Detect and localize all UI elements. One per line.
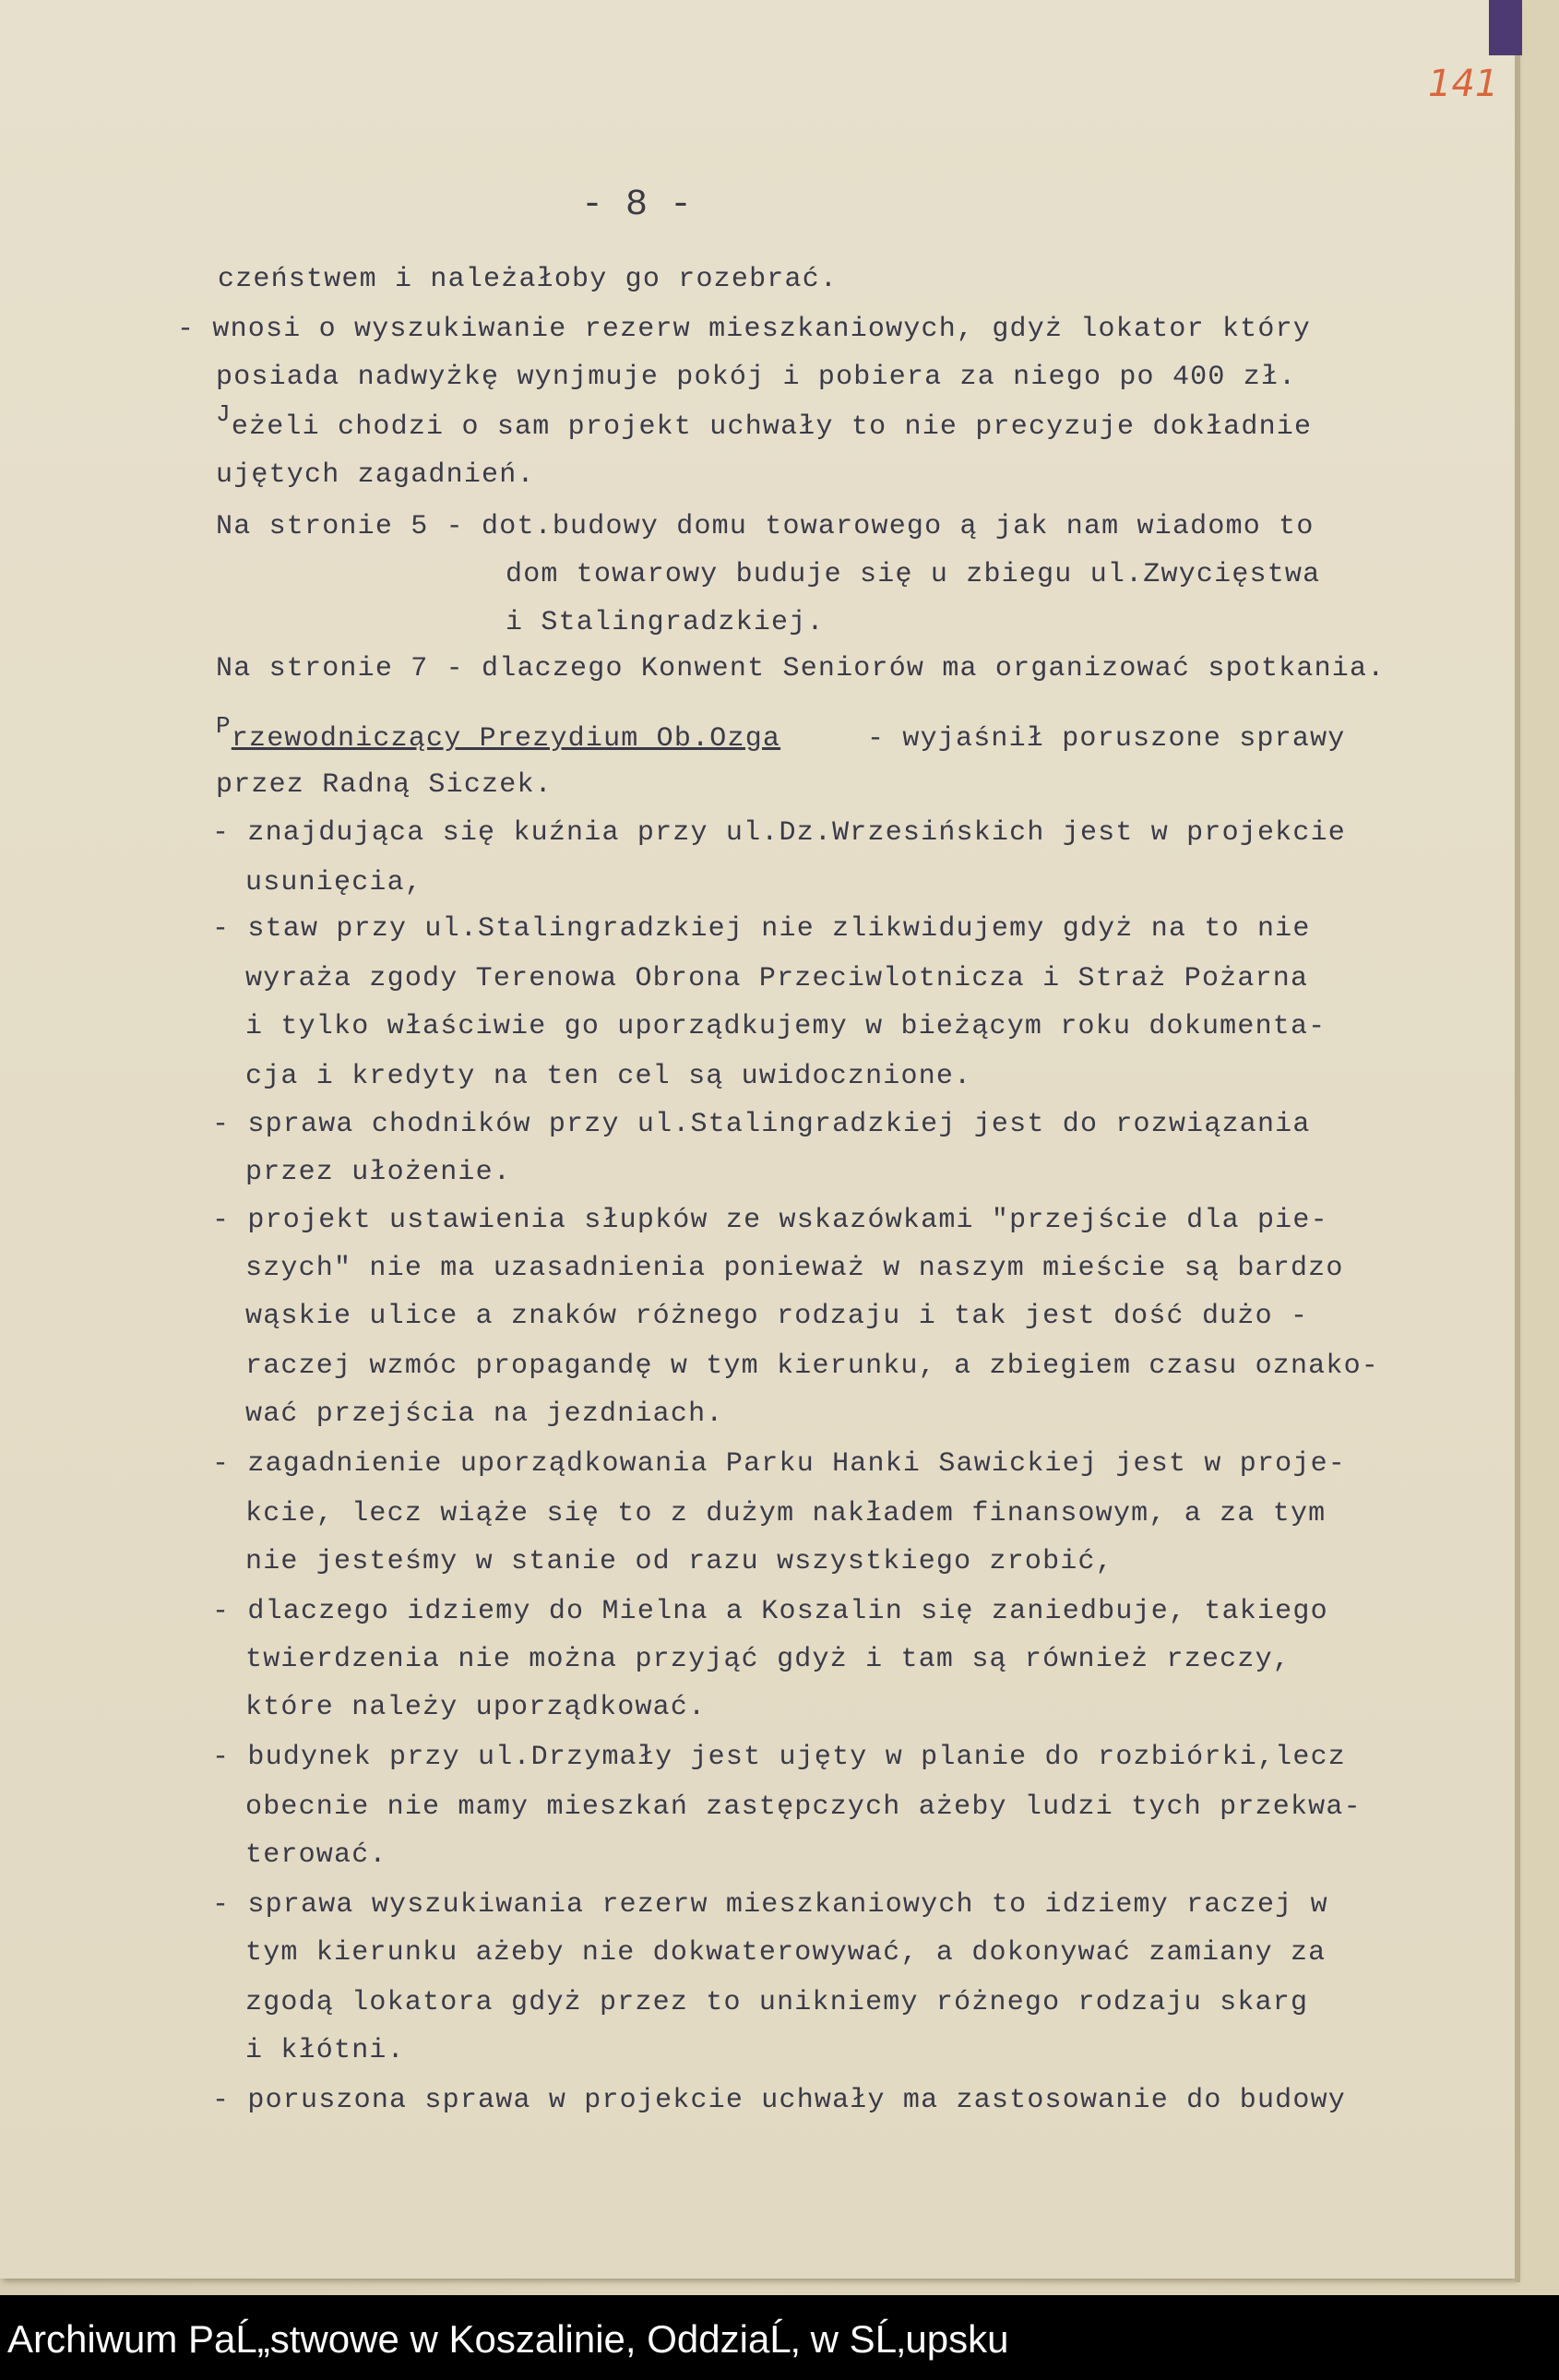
text-line: tym kierunku ażeby nie dokwaterowywać, a dokonywać zamiany za (245, 1937, 1327, 1969)
text-line (216, 400, 1313, 443)
text-line: - poruszona sprawa w projekcie uchwały ma zastosowanie do budowy (212, 2085, 1346, 2116)
text-line: - dlaczego idziemy do Mielna a Koszalin się zaniedbuje, takiego (212, 1596, 1328, 1627)
text-line: - projekt ustawienia słupków ze wskazówkami "przejście dla pie- (212, 1205, 1328, 1236)
margin-number: 141 (1428, 63, 1499, 105)
text-line: - staw przy ul.Stalingradzkiej nie zlikwidujemy gdyż na to nie (212, 913, 1311, 945)
footer-text: Archiwum PaĹ„stwowe w Koszalinie, OddziaĹ‚ w SĹ‚upsku (7, 2317, 1009, 2361)
text-line: - wyjaśnił poruszone sprawy (867, 723, 1346, 755)
text-line: nie jesteśmy w stanie od razu wszystkiego zrobić, (245, 1546, 1113, 1577)
text-line: posiada nadwyżkę wynjmuje pokój i pobiera za niego po 400 zł. (216, 362, 1297, 393)
text-line: dom towarowy buduje się u zbiegu ul.Zwycięstwa (506, 559, 1321, 590)
text-line: wyraża zgody Terenowa Obrona Przeciwlotnicza i Straż Pożarna (245, 963, 1309, 994)
handwritten-mark: P (216, 712, 232, 740)
text-line: cja i kredyty na ten cel są uwidocznione. (245, 1061, 972, 1092)
text-line: zgodą lokatora gdyż przez to unikniemy różnego rodzaju skarg (245, 1987, 1309, 2018)
archive-tab (1489, 0, 1522, 55)
speaker-name: rzewodniczący Prezydium Ob.Ozga (231, 723, 781, 755)
text-line: - budynek przy ul.Drzymały jest ujęty w planie do rozbiórki,lecz (212, 1742, 1346, 1773)
text-line: obecnie nie mamy mieszkań zastępczych ażeby ludzi tych przekwa- (245, 1791, 1362, 1823)
text-line: które należy uporządkować. (245, 1692, 707, 1723)
text-line-content: eżeli chodzi o sam projekt uchwały to nie precyzuje dokładnie (231, 411, 1313, 443)
text-line: ujętych zagadnień. (216, 459, 535, 491)
text-line: i tylko właściwie go uporządkujemy w bieżącym roku dokumenta- (245, 1011, 1327, 1042)
archive-footer (0, 2295, 1559, 2380)
text-line: przez ułożenie. (245, 1157, 512, 1188)
text-line: usunięcia, (245, 867, 423, 898)
text-line: czeństwem i należałoby go rozebrać. (218, 264, 839, 295)
handwritten-mark: J (216, 400, 232, 428)
text-line: raczej wzmóc propagandę w tym kierunku, a zbiegiem czasu oznako- (245, 1351, 1379, 1382)
text-line: Na stronie 5 - dot.budowy domu towarowego ą jak nam wiadomo to (216, 511, 1315, 542)
text-line: przez Radną Siczek. (216, 769, 553, 801)
text-line: - sprawa chodników przy ul.Stalingradzkiej jest do rozwiązania (212, 1109, 1311, 1140)
text-line: i kłótni. (245, 2035, 405, 2066)
text-line: - sprawa wyszukiwania rezerw mieszkaniowych to idziemy raczej w (212, 1889, 1328, 1921)
text-line: twierdzenia nie można przyjąć gdyż i tam są również rzeczy, (245, 1644, 1291, 1675)
text-line: terować. (245, 1839, 387, 1871)
text-line: szych" nie ma uzasadnienia ponieważ w naszym mieście są bardzo (245, 1253, 1344, 1284)
text-line: i Stalingradzkiej. (506, 607, 825, 638)
text-line (216, 712, 781, 755)
text-line: - wnosi o wyszukiwanie rezerw mieszkaniowych, gdyż lokator który (177, 314, 1311, 345)
text-line: kcie, lecz wiąże się to z dużym nakładem finansowym, a za tym (245, 1498, 1327, 1529)
text-line: - zagadnienie uporządkowania Parku Hanki Sawickiej jest w proje- (212, 1448, 1346, 1480)
text-line: wać przejścia na jezdniach. (245, 1398, 724, 1430)
page-edge (1515, 0, 1520, 2282)
text-line: Na stronie 7 - dlaczego Konwent Seniorów ma organizować spotkania. (216, 653, 1386, 684)
page-number: - 8 - (581, 184, 693, 226)
text-line: wąskie ulice a znaków różnego rodzaju i tak jest dość dużo - (245, 1301, 1309, 1332)
text-line: - znajdująca się kuźnia przy ul.Dz.Wrzesińskich jest w projekcie (212, 817, 1346, 849)
